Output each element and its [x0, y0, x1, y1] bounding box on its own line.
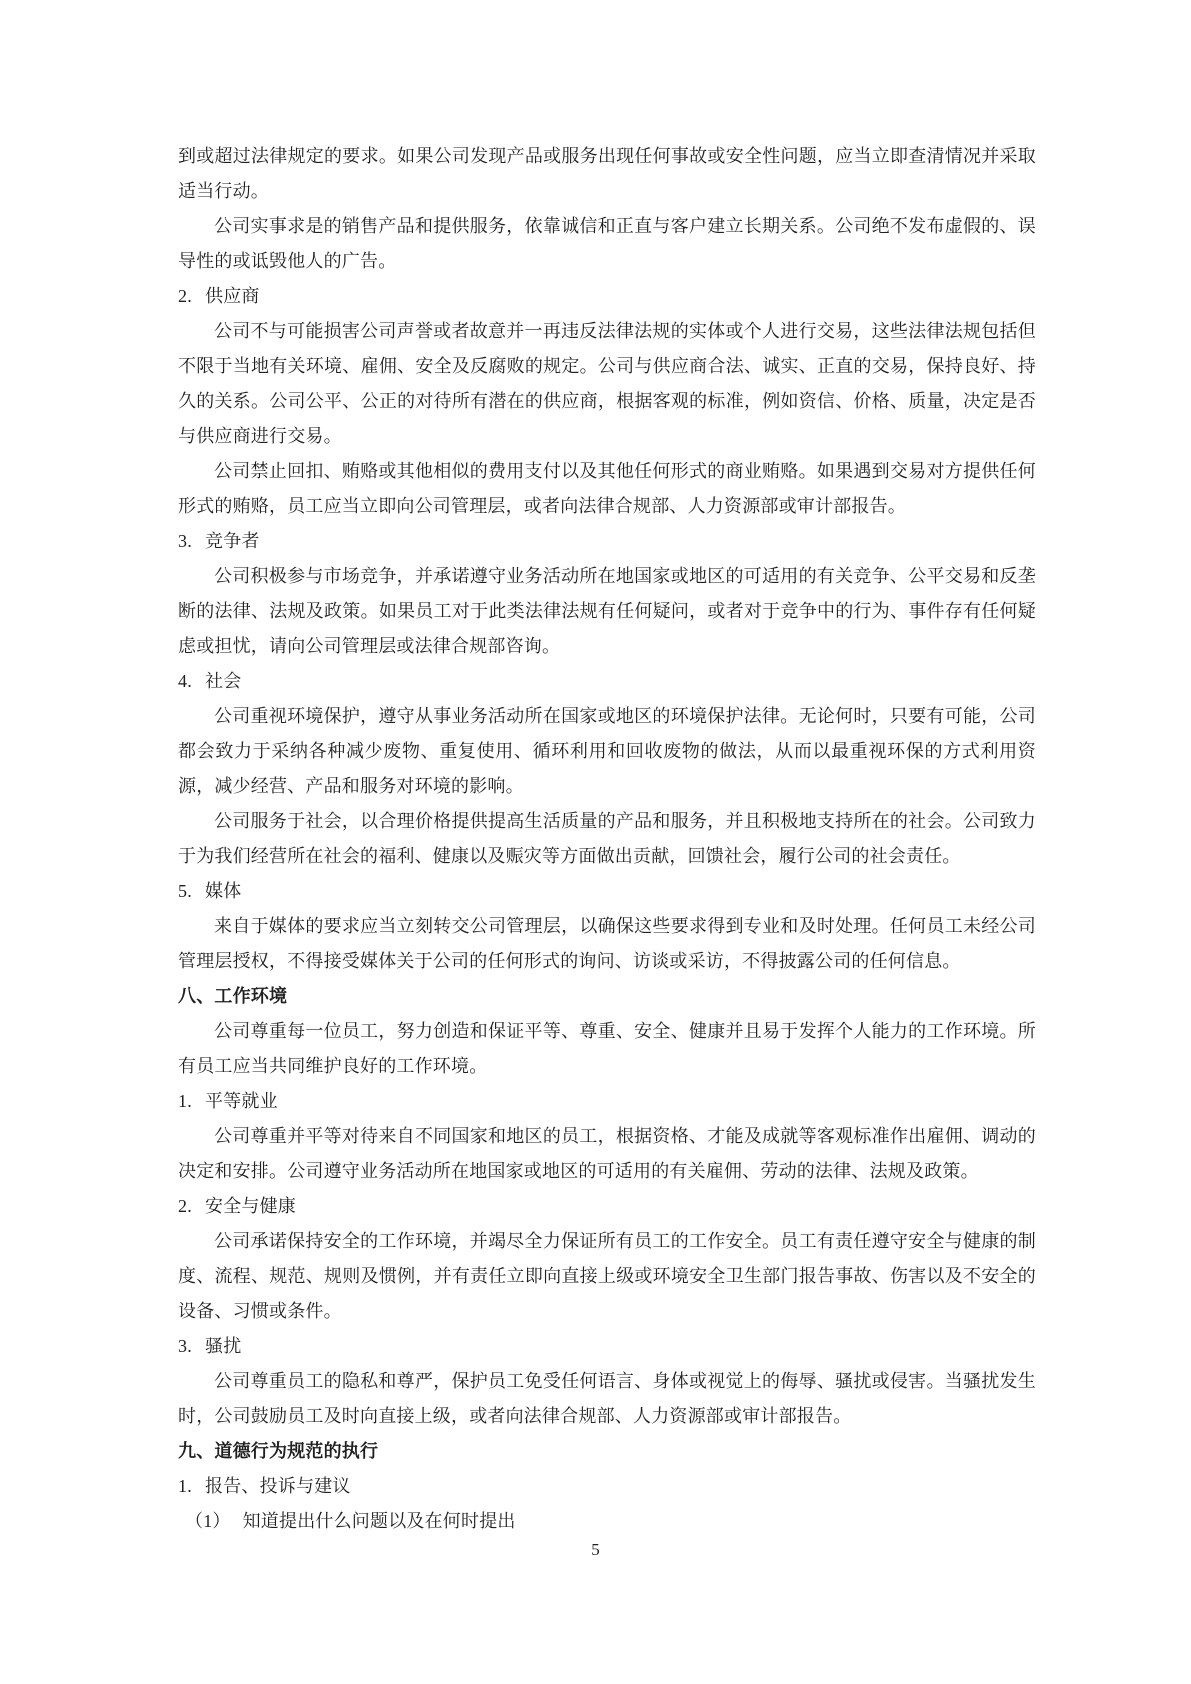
item-text: 社会	[205, 671, 242, 691]
item-number: 2.	[178, 1196, 192, 1216]
document-body	[178, 139, 1036, 1539]
item-text: 报告、投诉与建议	[205, 1476, 351, 1496]
item-text: 竞争者	[205, 531, 260, 551]
item-text: 平等就业	[205, 1091, 278, 1111]
item-number: 3.	[178, 1336, 192, 1356]
body-paragraph: 公司尊重每一位员工，努力创造和保证平等、尊重、安全、健康并且易于发挥个人能力的工作环境。所有员工应当共同维护良好的工作环境。	[178, 1021, 1036, 1076]
item-text: 媒体	[205, 881, 242, 901]
item-number: 4.	[178, 671, 192, 691]
section-heading: 九、道德行为规范的执行	[178, 1441, 379, 1461]
numbered-heading	[178, 874, 1036, 909]
item-number: 1.	[178, 1476, 192, 1496]
numbered-heading	[178, 1329, 1036, 1364]
body-paragraph: 到或超过法律规定的要求。如果公司发现产品或服务出现任何事故或安全性问题，应当立即查清情况并采取适当行动。	[178, 146, 1036, 201]
body-paragraph: 公司服务于社会，以合理价格提供提高生活质量的产品和服务，并且积极地支持所在的社会。公司致力于为我们经营所在社会的福利、健康以及赈灾等方面做出贡献，回馈社会，履行公司的社会责任。	[178, 811, 1036, 866]
body-paragraph: 公司实事求是的销售产品和提供服务，依靠诚信和正直与客户建立长期关系。公司绝不发布虚假的、误导性的或诋毁他人的广告。	[178, 216, 1036, 271]
item-text: 骚扰	[205, 1336, 242, 1356]
item-number: 5.	[178, 881, 192, 901]
body-paragraph: 公司重视环境保护，遵守从事业务活动所在国家或地区的环境保护法律。无论何时，只要有可能，公司都会致力于采纳各种减少废物、重复使用、循环利用和回收废物的做法，从而以最重视环保的方式利用资源，减少经营、产品和服务对环境的影响。	[178, 706, 1036, 796]
page-number: 5	[591, 1540, 600, 1559]
body-paragraph: 公司不与可能损害公司声誉或者故意并一再违反法律法规的实体或个人进行交易，这些法律法规包括但不限于当地有关环境、雇佣、安全及反腐败的规定。公司与供应商合法、诚实、正直的交易，保持良好、持久的关系。公司公平、公正的对待所有潜在的供应商，根据客观的标准，例如资信、价格、质量，决定是否与供应商进行交易。	[178, 321, 1036, 446]
numbered-heading	[178, 1189, 1036, 1224]
numbered-heading	[178, 279, 1036, 314]
body-paragraph: 公司尊重并平等对待来自不同国家和地区的员工，根据资格、才能及成就等客观标准作出雇佣、调动的决定和安排。公司遵守业务活动所在地国家或地区的可适用的有关雇佣、劳动的法律、法规及政策。	[178, 1126, 1036, 1181]
item-text: 知道提出什么问题以及在何时提出	[242, 1511, 516, 1531]
item-number: 3.	[178, 531, 192, 551]
item-text: 安全与健康	[205, 1196, 296, 1216]
item-text: 供应商	[205, 286, 260, 306]
numbered-heading	[178, 1084, 1036, 1119]
numbered-heading	[178, 1469, 1036, 1504]
body-paragraph: 公司积极参与市场竞争，并承诺遵守业务活动所在地国家或地区的可适用的有关竞争、公平交易和反垄断的法律、法规及政策。如果员工对于此类法律法规有任何疑问，或者对于竞争中的行为、事件存有任何疑虑或担忧，请向公司管理层或法律合规部咨询。	[178, 566, 1036, 656]
body-paragraph: 公司承诺保持安全的工作环境，并竭尽全力保证所有员工的工作安全。员工有责任遵守安全与健康的制度、流程、规范、规则及惯例，并有责任立即向直接上级或环境安全卫生部门报告事故、伤害以及不安全的设备、习惯或条件。	[178, 1231, 1036, 1321]
item-number: （1）	[185, 1511, 231, 1531]
sub-item	[178, 1504, 1036, 1539]
item-number: 1.	[178, 1091, 192, 1111]
item-number: 2.	[178, 286, 192, 306]
body-paragraph: 来自于媒体的要求应当立刻转交公司管理层，以确保这些要求得到专业和及时处理。任何员工未经公司管理层授权，不得接受媒体关于公司的任何形式的询问、访谈或采访，不得披露公司的任何信息。	[178, 916, 1036, 971]
numbered-heading	[178, 524, 1036, 559]
numbered-heading	[178, 664, 1036, 699]
body-paragraph: 公司尊重员工的隐私和尊严，保护员工免受任何语言、身体或视觉上的侮辱、骚扰或侵害。当骚扰发生时，公司鼓励员工及时向直接上级，或者向法律合规部、人力资源部或审计部报告。	[178, 1371, 1036, 1426]
section-heading: 八、工作环境	[178, 986, 288, 1006]
body-paragraph: 公司禁止回扣、贿赂或其他相似的费用支付以及其他任何形式的商业贿赂。如果遇到交易对方提供任何形式的贿赂，员工应当立即向公司管理层，或者向法律合规部、人力资源部或审计部报告。	[178, 461, 1036, 516]
